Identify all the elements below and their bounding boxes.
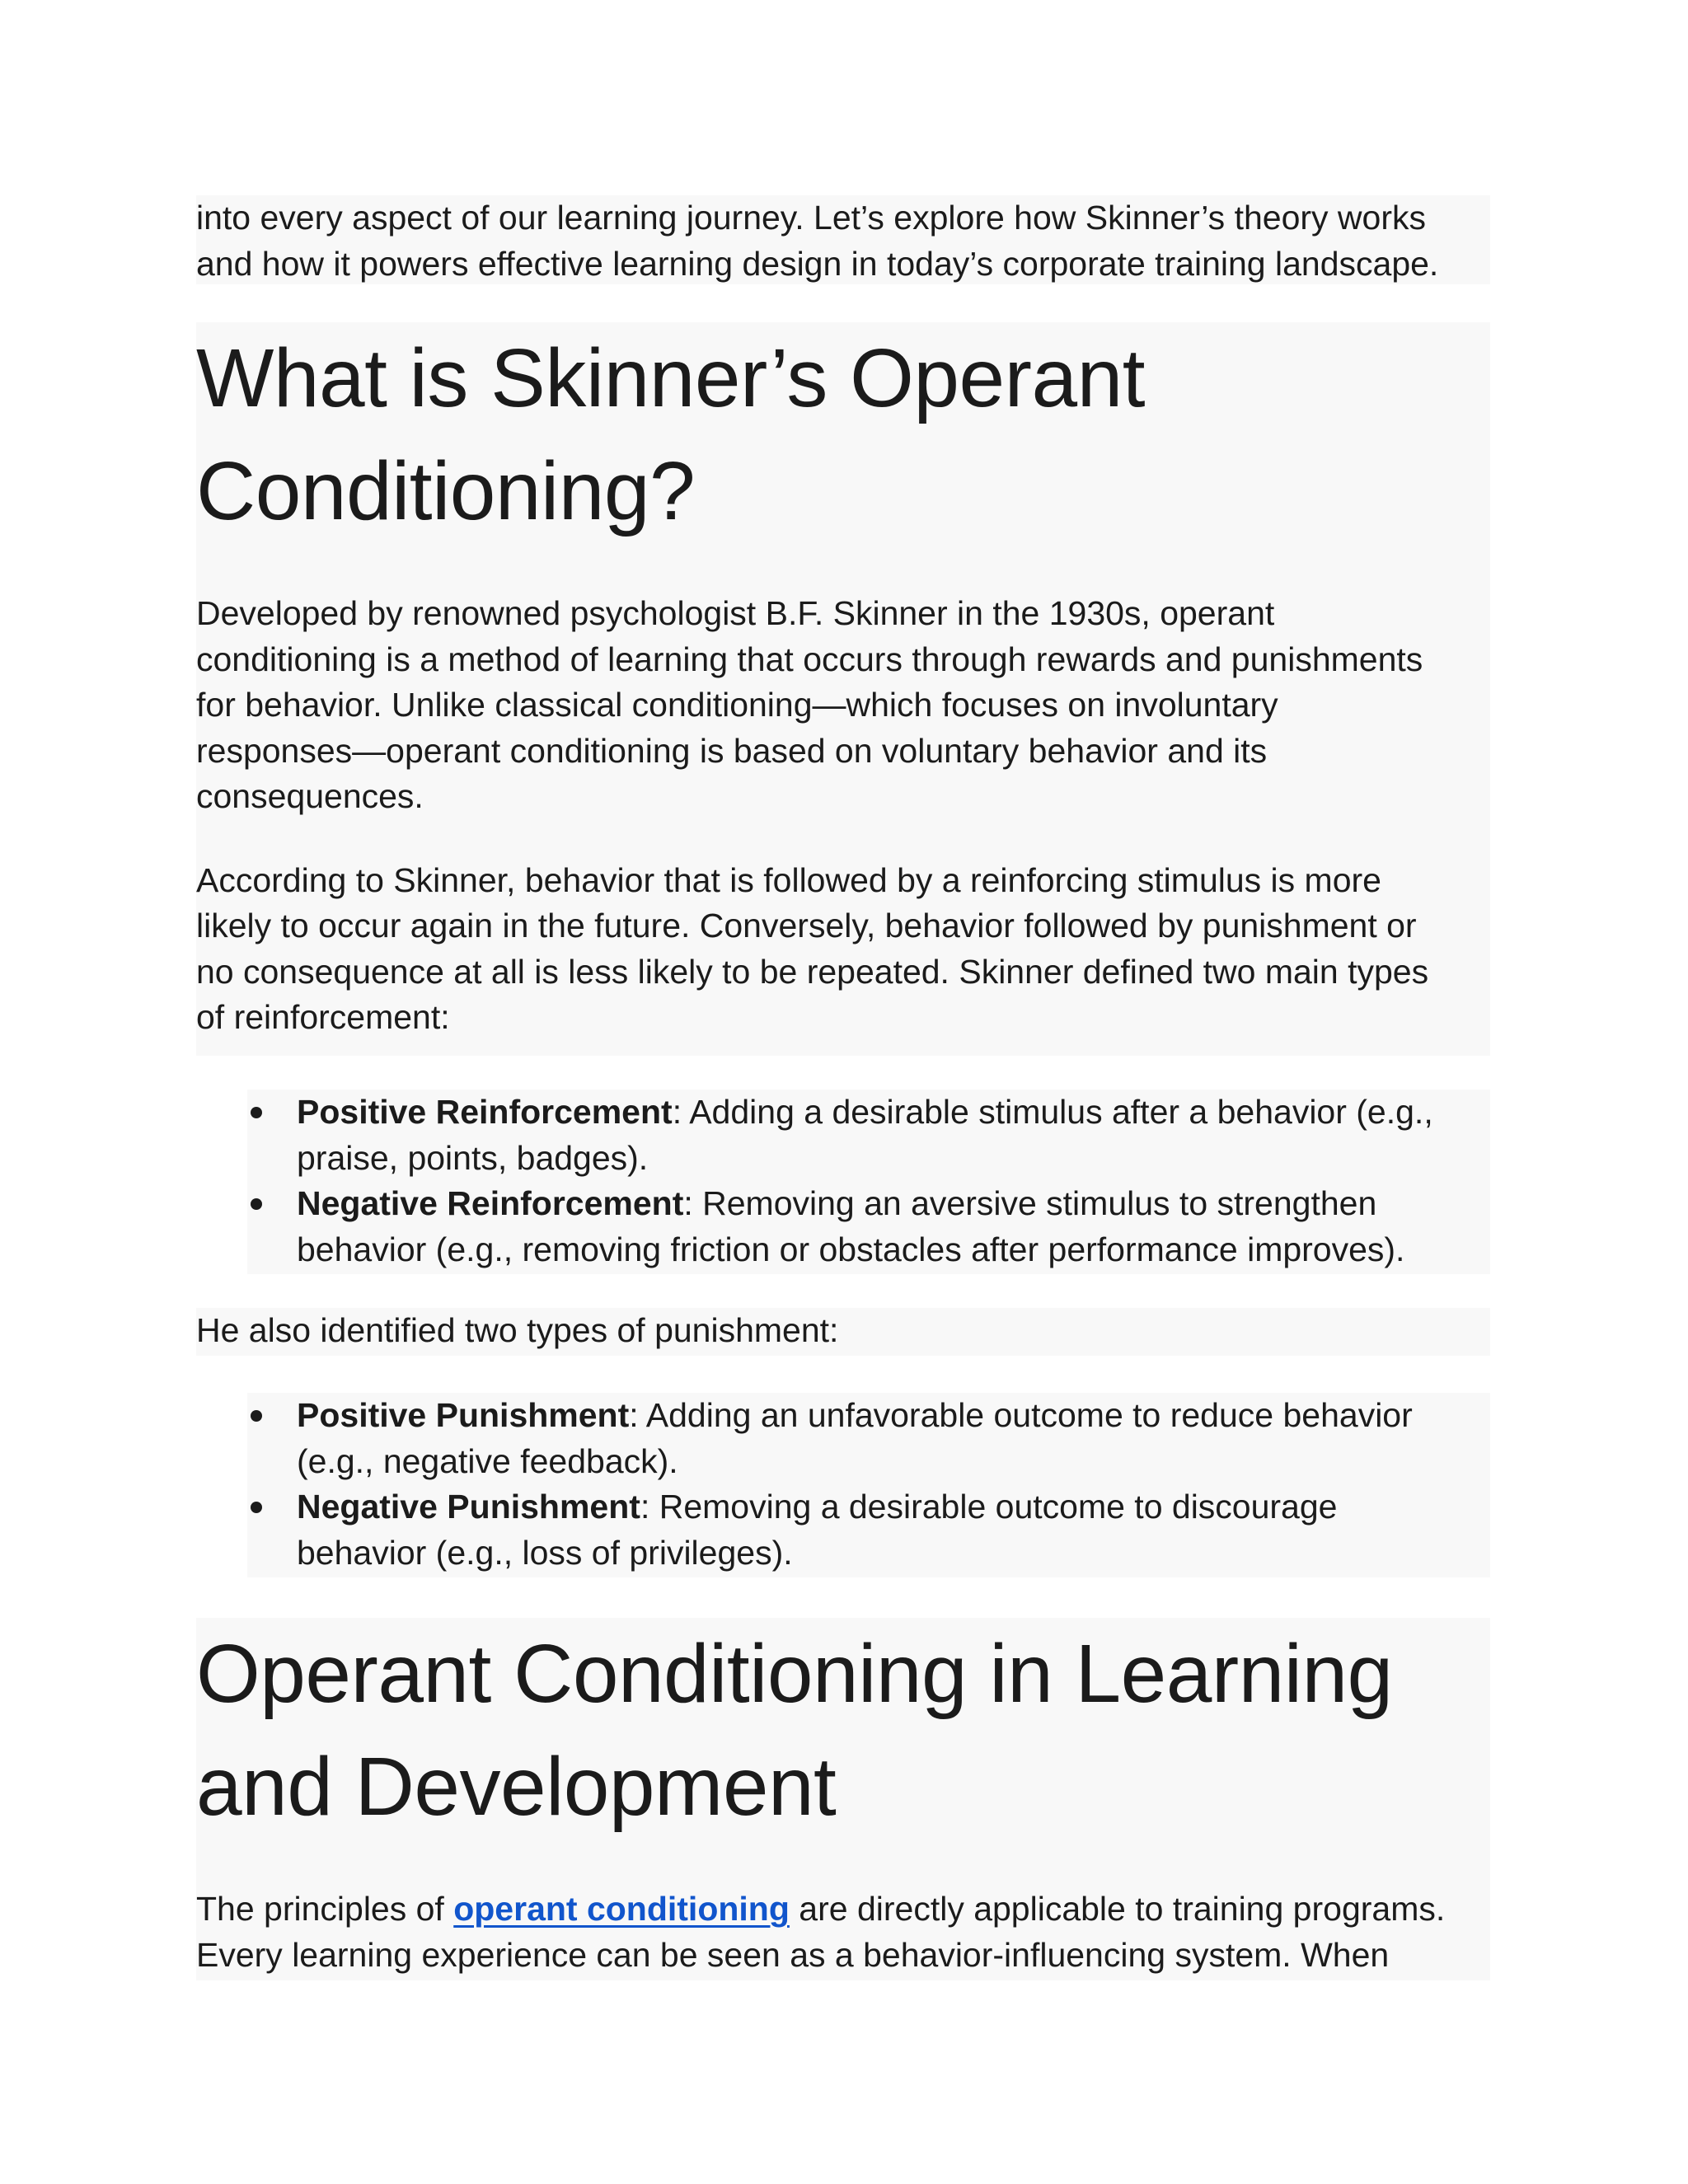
bullet-icon (251, 1198, 262, 1210)
intro-block (196, 195, 1490, 284)
paragraph-line: conditioning is a method of learning that occurs through rewards and punishments (196, 640, 1423, 678)
section1-block (196, 322, 1490, 1056)
list-item (247, 1181, 1490, 1272)
reinforcement-list-block (247, 1090, 1490, 1274)
punishment-intro-block (196, 1308, 1490, 1356)
reinforcement-list (247, 1090, 1490, 1272)
heading-line: Operant Conditioning in Learning (196, 1628, 1393, 1720)
intro-paragraph (196, 195, 1490, 287)
section1-paragraph-1 (196, 591, 1490, 820)
intro-line: into every aspect of our learning journey. Let’s explore how Skinner’s theory works (196, 199, 1426, 237)
paragraph-line: no consequence at all is less likely to be repeated. Skinner defined two main types (196, 952, 1429, 991)
heading-line: and Development (196, 1741, 837, 1833)
list-item (247, 1393, 1490, 1484)
definition: : Adding a desirable stimulus after a behavior (e.g., (672, 1093, 1433, 1131)
heading-line: What is Skinner’s Operant (196, 332, 1145, 424)
paragraph-line: likely to occur again in the future. Conversely, behavior followed by punishment or (196, 907, 1417, 944)
heading-line: Conditioning? (196, 445, 696, 537)
definition-continued: praise, points, badges). (297, 1138, 649, 1177)
punishment-intro: He also identified two types of punishment: (196, 1311, 839, 1349)
paragraph-line: Developed by renowned psychologist B.F. Skinner in the 1930s, operant (196, 594, 1275, 632)
paragraph-text: are directly applicable to training programs. (789, 1890, 1446, 1928)
paragraph-line: responses—operant conditioning is based on voluntary behavior and its (196, 731, 1268, 770)
term: Positive Reinforcement (297, 1093, 673, 1131)
definition: : Adding an unfavorable outcome to reduce behavior (629, 1396, 1413, 1434)
section2-paragraph (196, 1886, 1490, 1978)
bullet-icon (251, 1410, 262, 1422)
punishment-list (247, 1393, 1490, 1576)
definition: : Removing a desirable outcome to discourage (640, 1488, 1338, 1526)
paragraph-line: of reinforcement: (196, 998, 450, 1036)
section2-heading (196, 1618, 1490, 1844)
paragraph-line: for behavior. Unlike classical conditioning—which focuses on involuntary (196, 686, 1278, 724)
term: Negative Reinforcement (297, 1184, 684, 1222)
paragraph-text: The principles of (196, 1890, 454, 1928)
punishment-list-block (247, 1393, 1490, 1577)
term: Positive Punishment (297, 1396, 630, 1434)
term: Negative Punishment (297, 1488, 640, 1526)
bullet-icon (251, 1107, 262, 1118)
operant-conditioning-link[interactable]: operant conditioning (453, 1890, 790, 1928)
definition-continued: behavior (e.g., loss of privileges). (297, 1533, 793, 1572)
list-item (247, 1090, 1490, 1181)
list-item (247, 1484, 1490, 1576)
section2-block (196, 1618, 1490, 1980)
definition-continued: behavior (e.g., removing friction or obstacles after performance improves). (297, 1230, 1405, 1268)
intro-line: and how it powers effective learning design in today’s corporate training landscape. (196, 244, 1439, 283)
definition: : Removing an aversive stimulus to strengthen (683, 1184, 1377, 1222)
section1-heading (196, 322, 1490, 548)
definition-continued: (e.g., negative feedback). (297, 1441, 678, 1480)
paragraph-line: Every learning experience can be seen as a behavior-influencing system. When (196, 1935, 1390, 1974)
section1-paragraph-2 (196, 858, 1490, 1041)
paragraph-line: consequences. (196, 777, 424, 815)
paragraph-line: According to Skinner, behavior that is followed by a reinforcing stimulus is more (196, 860, 1381, 899)
bullet-icon (251, 1502, 262, 1513)
